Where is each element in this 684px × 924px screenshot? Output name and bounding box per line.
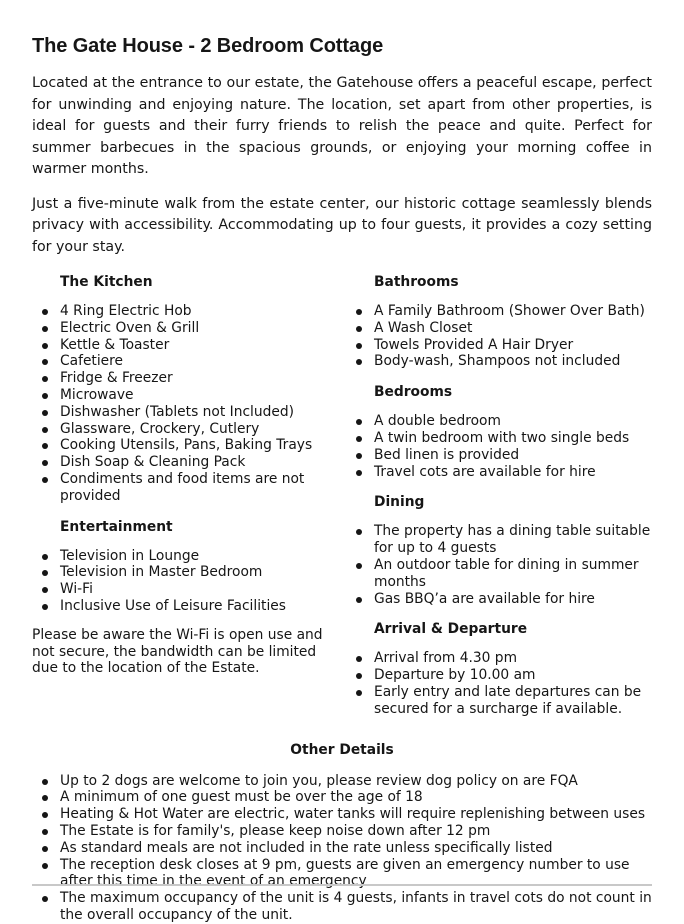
list-item: A minimum of one guest must be over the age of 18 <box>32 789 652 806</box>
list-item: Bed linen is provided <box>346 447 652 464</box>
list-item: Dishwasher (Tablets not Included) <box>32 404 346 421</box>
list-item: Condiments and food items are not provided <box>32 471 346 505</box>
bottom-divider <box>32 884 652 886</box>
dining-heading: Dining <box>374 494 425 511</box>
list-item: Glassware, Crockery, Cutlery <box>32 421 346 438</box>
intro <box>32 73 652 258</box>
list-item: Television in Master Bedroom <box>32 564 346 581</box>
list-item: Travel cots are available for hire <box>346 464 652 481</box>
list-item: The maximum occupancy of the unit is 4 guests, infants in travel cots do not count in the overall occupancy of the unit. <box>32 890 652 924</box>
list-item: Wi-Fi <box>32 581 346 598</box>
list-item: A Wash Closet <box>346 320 652 337</box>
list-item: The reception desk closes at 9 pm, guests are given an emergency number to use after this time in the event of an emergency <box>32 857 652 891</box>
list-item: Arrival from 4.30 pm <box>346 650 652 667</box>
bedrooms-list <box>346 413 652 480</box>
list-item: Television in Lounge <box>32 548 346 565</box>
list-item: As standard meals are not included in the rate unless specifically listed <box>32 840 652 857</box>
list-item: Dish Soap & Cleaning Pack <box>32 454 346 471</box>
list-item: The property has a dining table suitable for up to 4 guests <box>346 523 652 557</box>
list-item: Inclusive Use of Leisure Facilities <box>32 598 346 615</box>
intro-paragraph: Located at the entrance to our estate, the Gatehouse offers a peaceful escape, perfect for unwinding and enjoying nature. The location, set apart from other properties, is ideal for guests and their furry friends to relish the peace and quite. Perfect for summer barbecues in the spacious grounds, or enjoying your morning coffee in warmer months. <box>32 75 652 177</box>
list-item: A twin bedroom with two single beds <box>346 430 652 447</box>
list-item: An outdoor table for dining in summer months <box>346 557 652 591</box>
kitchen-heading: The Kitchen <box>60 274 153 290</box>
intro-paragraph: Just a five-minute walk from the estate center, our historic cottage seamlessly blends privacy with accessibility. Accommodating up to four guests, it provides a cozy setting for your stay. <box>32 195 652 255</box>
dining-list <box>346 523 652 607</box>
wifi-note: Please be aware the Wi-Fi is open use and not secure, the bandwidth can be limited due to the location of the Estate. <box>32 626 323 677</box>
other-details-heading: Other Details <box>290 741 394 758</box>
list-item: Fridge & Freezer <box>32 370 346 387</box>
entertainment-list <box>32 548 346 615</box>
list-item: Electric Oven & Grill <box>32 320 346 337</box>
list-item: Towels Provided A Hair Dryer <box>346 337 652 354</box>
list-item: Gas BBQ’a are available for hire <box>346 591 652 608</box>
columns <box>32 272 652 730</box>
list-item: Heating & Hot Water are electric, water tanks will require replenishing between uses <box>32 806 652 823</box>
list-item: Early entry and late departures can be secured for a surcharge if available. <box>346 684 652 718</box>
list-item: The Estate is for family's, please keep noise down after 12 pm <box>32 823 652 840</box>
bathrooms-heading: Bathrooms <box>374 274 459 290</box>
left-column <box>32 272 346 730</box>
kitchen-list <box>32 303 346 505</box>
arrival-list <box>346 650 652 717</box>
list-item: Departure by 10.00 am <box>346 667 652 684</box>
list-item: Cafetiere <box>32 353 346 370</box>
bedrooms-heading: Bedrooms <box>374 384 453 401</box>
page-title: The Gate House - 2 Bedroom Cottage <box>32 35 384 57</box>
entertainment-heading: Entertainment <box>60 518 173 535</box>
other-details-list <box>32 773 652 924</box>
list-item: Microwave <box>32 387 346 404</box>
list-item: A Family Bathroom (Shower Over Bath) <box>346 303 652 320</box>
list-item: Body-wash, Shampoos not included <box>346 353 652 370</box>
list-item: Up to 2 dogs are welcome to join you, please review dog policy on are FQA <box>32 773 652 790</box>
list-item: Kettle & Toaster <box>32 337 346 354</box>
list-item: Cooking Utensils, Pans, Baking Trays <box>32 437 346 454</box>
bathrooms-list <box>346 303 652 370</box>
other-details <box>32 740 652 924</box>
arrival-heading: Arrival & Departure <box>374 621 528 638</box>
list-item: 4 Ring Electric Hob <box>32 303 346 320</box>
right-column <box>346 272 652 730</box>
list-item: A double bedroom <box>346 413 652 430</box>
